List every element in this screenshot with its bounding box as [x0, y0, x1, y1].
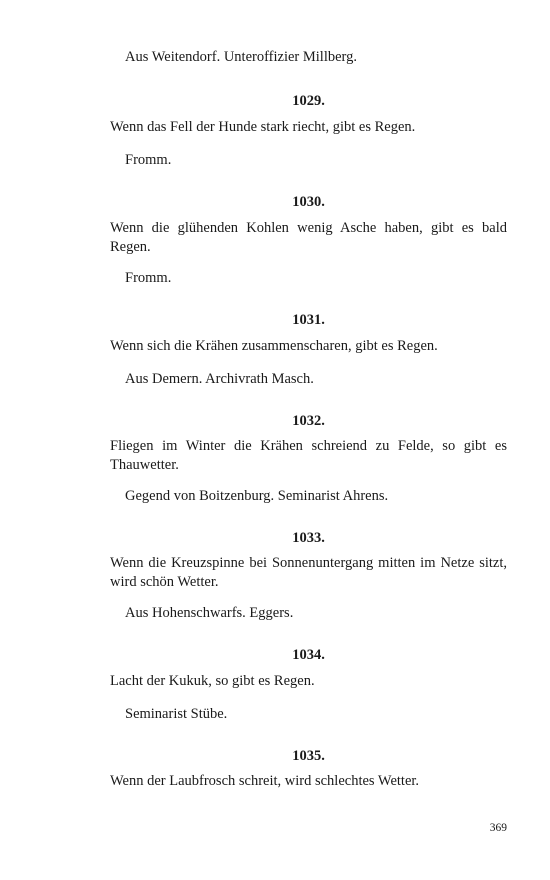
entry-text: Wenn die glühenden Kohlen wenig Asche haben, gibt es bald Regen. [110, 220, 507, 255]
entry-source: Gegend von Boitzenburg. Seminarist Ahrens. [125, 488, 389, 504]
entry-source: Seminarist Stübe. [125, 706, 228, 722]
entry-text: Lacht der Kukuk, so gibt es Regen. [110, 673, 315, 689]
page-number: 369 [489, 822, 507, 834]
entry-text: Wenn sich die Krähen zusammenscharen, gibt es Regen. [110, 338, 438, 354]
entry-number: 1035. [292, 748, 325, 764]
entry-text: Wenn der Laubfrosch schreit, wird schlechtes Wetter. [110, 773, 420, 789]
entry-source: Aus Hohenschwarfs. Eggers. [125, 605, 294, 621]
entry-number: 1032. [292, 413, 325, 429]
entry-number: 1031. [292, 312, 325, 328]
entry-source: Fromm. [125, 152, 172, 168]
first-source: Aus Weitendorf. Unteroffizier Millberg. [125, 49, 357, 65]
entry-number: 1029. [292, 93, 325, 109]
entry-number: 1030. [292, 194, 325, 210]
entry-source: Aus Demern. Archivrath Masch. [125, 371, 314, 387]
entry-number: 1034. [292, 647, 325, 663]
entry-source: Fromm. [125, 270, 172, 286]
entry-text: Wenn die Kreuzspinne bei Sonnenuntergang mitten im Netze sitzt, wird schön Wetter. [110, 555, 507, 590]
entry-text: Wenn das Fell der Hunde stark riecht, gibt es Regen. [110, 119, 416, 135]
entry-text: Fliegen im Winter die Krähen schreiend zu Felde, so gibt es Thauwetter. [110, 438, 507, 473]
entry-number: 1033. [292, 530, 325, 546]
